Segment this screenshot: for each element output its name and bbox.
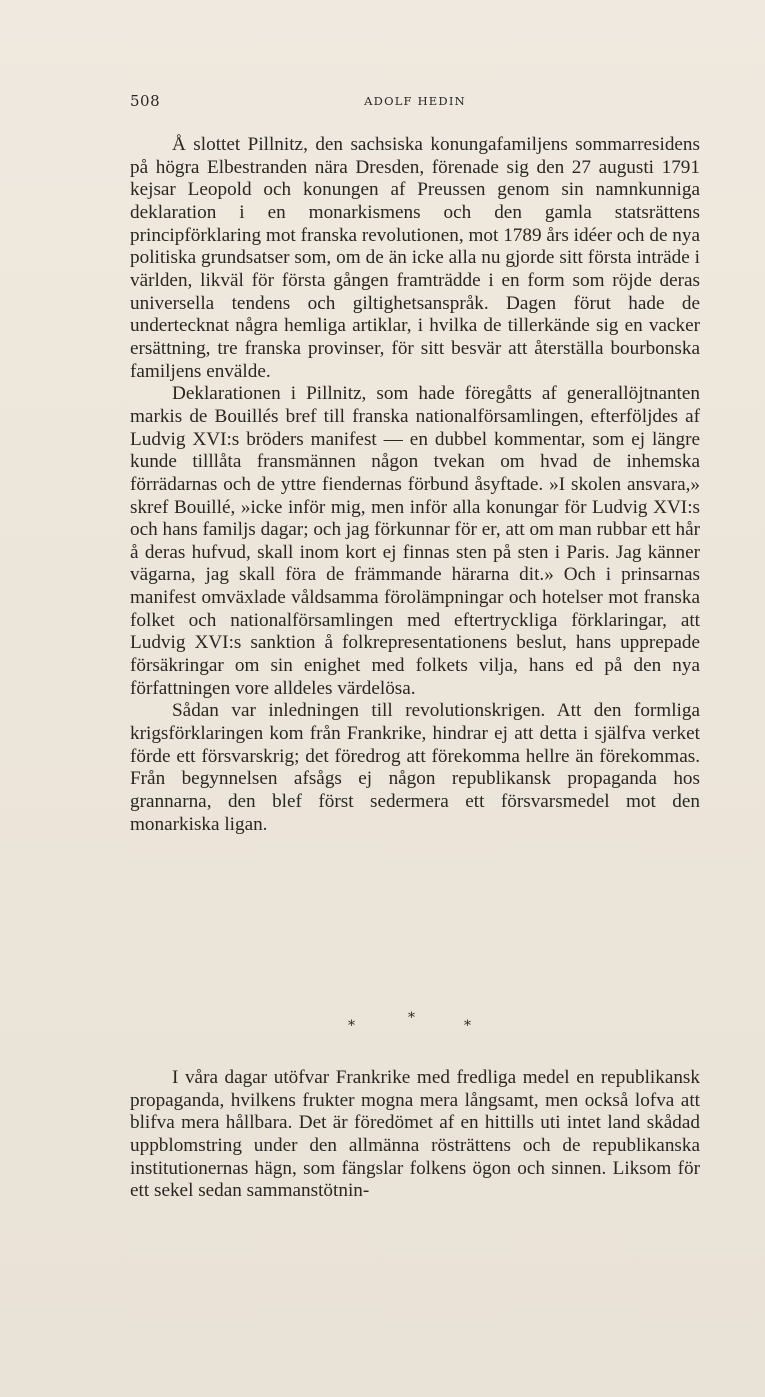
- paragraph-deklarationen: Deklarationen i Pillnitz, som hade föregåtts af generallöjtnanten markis de Bouillés bref till franska nationalförsamlingen, efterföljdes af Ludvig XVI:s bröders manifest — en dubbel kommentar, som ej längre kunde tilllåta fransmännen någon tvekan om hvad de inhemska förrädarnas och de yttre fiendernas förbund åsyftade. »I skolen ansvara,» skref Bouillé, »icke inför mig, men inför alla konungar för Ludvig XVI:s och hans familjs dagar; och jag förkunnar för er, att om man rubbar ett hår å deras hufvud, skall inom kort ej finnas sten på sten i Paris. Jag känner vägarna, jag skall föra de främmande härarna dit.» Och i prinsarnas manifest omväxlade våldsamma förolämpningar och hotelser mot franska folket och nationalförsamlingen med eftertryckliga förklaringar, att Ludvig XVI:s sanktion å folkrepresentationens beslut, hans upprepade försäkringar om sin enighet med folkets vilja, hans ed på den nya författningen vore alldeles värdelösa.: [130, 383, 700, 699]
- asterism-star-top: *: [408, 1010, 415, 1026]
- second-text-section: [130, 1067, 700, 1203]
- asterism-star-left: *: [348, 1018, 355, 1034]
- paragraph-pillnitz: Å slottet Pillnitz, den sachsiska konungafamiljens sommarresidens på högra Elbestranden nära Dresden, förenade sig den 27 augusti 1791 kejsar Leopold och konungen af Preussen genom sin namnkunniga deklaration i en monarkismens och den gamla statsrättens principförklaring mot franska revolutionen, mot 1789 års idéer och de nya politiska grundsatser som, om de än icke alla nu gjorde sitt första inträde i världen, likväl för första gången framträdde i en form som röjde deras universella tendens och giltighetsanspråk. Dagen förut hade de undertecknat några hemliga artiklar, i hvilka de tillerkände sig en vacker ersättning, tre franska provinser, för sitt besvär att återställa bourbonska familjens envälde.: [130, 134, 700, 382]
- paragraph-sadan: Sådan var inledningen till revolutionskrigen. Att den formliga krigsförklaringen kom från Frankrike, hindrar ej att detta i själfva verket förde ett försvarskrig; det föredrog att förekomma hellre än förekommas. Från begynnelsen afsågs ej någon republikansk propaganda hos grannarna, den blef först sedermera ett försvarsmedel mot den monarkiska ligan.: [130, 700, 700, 835]
- running-head: ADOLF HEDIN: [364, 94, 466, 108]
- main-text-section: [130, 134, 700, 836]
- asterism-star-right: *: [464, 1018, 471, 1034]
- section-break-asterism: [330, 1010, 490, 1040]
- page-header: [130, 92, 700, 114]
- page-number: 508: [130, 92, 161, 110]
- paragraph-i-vara-dagar: I våra dagar utöfvar Frankrike med fredliga medel en republikansk propaganda, hvilkens frukter mogna mera långsamt, men också lofva att blifva mera hållbara. Det är föredömet af en hittills uti intet land skådad uppblomstring under den allmänna rösträttens och de republikanska institutionernas hägn, som fängslar folkens ögon och sinnen. Liksom för ett sekel sedan sammanstötnin-: [130, 1067, 700, 1202]
